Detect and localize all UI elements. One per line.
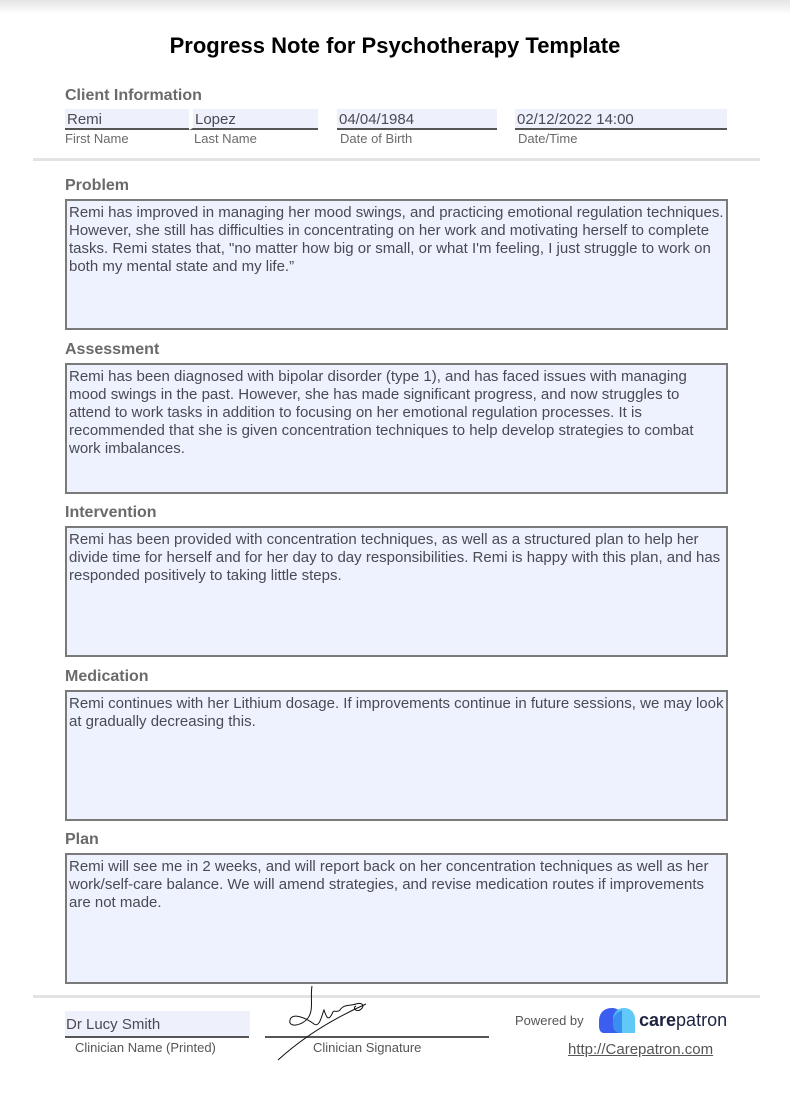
first-name-caption: First Name <box>65 131 129 146</box>
intervention-textarea[interactable]: Remi has been provided with concentration techniques, as well as a structured plan to help her divide time for herself and for her day to day responsibilities. Remi is happy with this plan, and has responded positively to taking little steps. <box>65 526 728 657</box>
last-name-caption: Last Name <box>194 131 257 146</box>
carepatron-logo-icon <box>598 1007 638 1034</box>
assessment-textarea[interactable]: Remi has been diagnosed with bipolar disorder (type 1), and has faced issues with managing mood swings in the past. However, she has made significant progress, and now struggles to attend to work tasks in addition to focusing on her emotional regulation processes. It is recommended that she is given concentration techniques to help develop strategies to combat work imbalances. <box>65 363 728 494</box>
signature-image <box>270 984 380 1064</box>
medication-label: Medication <box>65 668 149 685</box>
powered-by-text: Powered by <box>515 1013 584 1028</box>
brand-bold: care <box>639 1010 677 1030</box>
assessment-label: Assessment <box>65 341 160 358</box>
date-of-birth-caption: Date of Birth <box>340 131 413 146</box>
date-time-field[interactable]: 02/12/2022 14:00 <box>515 109 727 130</box>
brand-regular: patron <box>676 1010 728 1030</box>
plan-textarea[interactable]: Remi will see me in 2 weeks, and will report back on her concentration techniques as well as her work/self-care balance. We will amend strategies, and revise medication routes if improvements are not made. <box>65 853 728 984</box>
clinician-name-field[interactable]: Dr Lucy Smith <box>65 1011 250 1036</box>
footer-divider <box>33 995 760 998</box>
signature-caption: Clinician Signature <box>313 1040 422 1055</box>
first-name-field[interactable]: Remi <box>65 109 189 130</box>
problem-label: Problem <box>65 177 130 194</box>
plan-label: Plan <box>65 831 99 848</box>
intervention-label: Intervention <box>65 504 157 521</box>
divider <box>33 158 760 161</box>
date-time-caption: Date/Time <box>518 131 578 146</box>
carepatron-brand <box>639 1010 727 1031</box>
client-information-label: Client Information <box>65 87 202 104</box>
medication-textarea[interactable]: Remi continues with her Lithium dosage. If improvements continue in future sessions, we may look at gradually decreasing this. <box>65 690 728 821</box>
top-shadow <box>0 0 790 14</box>
problem-textarea[interactable]: Remi has improved in managing her mood swings, and practicing emotional regulation techniques. However, she still has difficulties in concentrating on her work and motivating herself to complete tasks. Remi states that, "no matter how big or small, or what I'm feeling, I just struggle to work on both my mental state and my life.” <box>65 199 728 330</box>
clinician-name-caption: Clinician Name (Printed) <box>75 1040 216 1055</box>
date-of-birth-field[interactable]: 04/04/1984 <box>337 109 497 130</box>
last-name-field[interactable]: Lopez <box>189 109 318 130</box>
carepatron-link[interactable]: http://Carepatron.com <box>568 1041 714 1058</box>
clinician-name-line <box>65 1036 249 1038</box>
page-title: Progress Note for Psychotherapy Template <box>169 33 621 58</box>
